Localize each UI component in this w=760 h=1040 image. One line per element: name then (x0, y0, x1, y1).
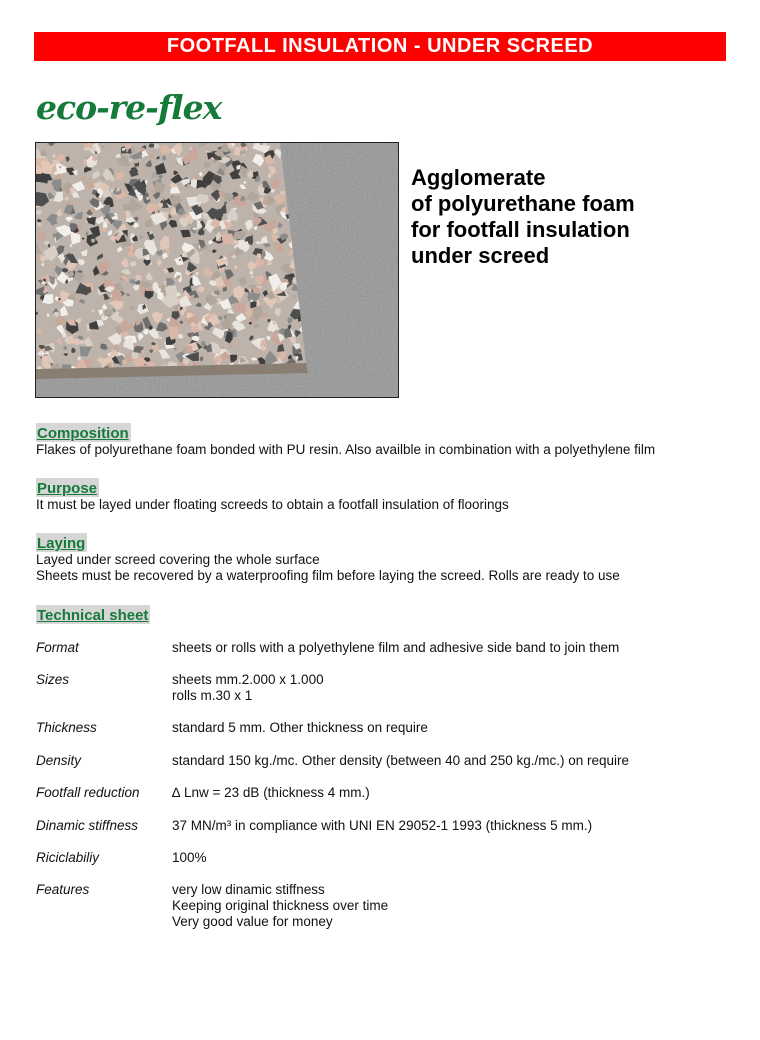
spec-label: Dinamic stiffness (36, 818, 139, 833)
spec-value-line: Very good value for money (172, 914, 333, 929)
spec-value (172, 753, 629, 769)
purpose-text (36, 497, 509, 513)
spec-value-line: 37 MN/m³ in compliance with UNI EN 29052-1 1993 (thickness 5 mm.) (172, 818, 593, 833)
laying-line: Sheets must be recovered by a waterproofing film before laying the screed. Rolls are ready to use (36, 568, 620, 583)
spec-value-line: standard 5 mm. Other thickness on require (172, 720, 428, 735)
product-headline (411, 165, 635, 269)
spec-value-line: sheets or rolls with a polyethylene film and adhesive side band to join them (172, 640, 620, 655)
product-photo (35, 142, 399, 398)
page-banner: FOOTFALL INSULATION - UNDER SCREED (34, 32, 726, 61)
spec-value-line: 100% (172, 850, 207, 865)
spec-value (172, 640, 619, 656)
spec-value (172, 882, 388, 930)
spec-label: Thickness (36, 720, 97, 735)
brand-logo: eco-re-flex (36, 88, 222, 127)
spec-label: Sizes (36, 672, 70, 687)
headline-line: under screed (411, 243, 550, 268)
spec-label: Riciclabiliy (36, 850, 100, 865)
laying-text (36, 552, 620, 584)
spec-value-line: rolls m.30 x 1 (172, 688, 253, 703)
composition-text (36, 442, 655, 458)
technical-sheet-title: Technical sheet (37, 607, 149, 624)
laying-title: Laying (37, 535, 86, 552)
spec-value (172, 785, 370, 801)
spec-value (172, 720, 428, 736)
spec-value (172, 818, 592, 834)
foam-flake (221, 234, 234, 245)
spec-label: Format (36, 640, 79, 655)
spec-label: Footfall reduction (36, 785, 140, 800)
laying-line: Layed under screed covering the whole surface (36, 552, 320, 567)
spec-value-line: Keeping original thickness over time (172, 898, 389, 913)
purpose-line: It must be layed under floating screeds to obtain a footfall insulation of floorings (36, 497, 509, 512)
spec-label: Density (36, 753, 82, 768)
spec-value-line: standard 150 kg./mc. Other density (between 40 and 250 kg./mc.) on require (172, 753, 630, 768)
spec-value (172, 672, 324, 704)
purpose-title: Purpose (37, 480, 98, 497)
spec-value (172, 850, 207, 866)
composition-title: Composition (37, 425, 129, 442)
headline-line: for footfall insulation (411, 217, 630, 242)
spec-value-line: sheets mm.2.000 x 1.000 (172, 672, 324, 687)
spec-value-line: very low dinamic stiffness (172, 882, 325, 897)
headline-line: of polyurethane foam (411, 191, 635, 216)
spec-value-line: ∆ Lnw = 23 dB (thickness 4 mm.) (172, 785, 370, 800)
headline-line: Agglomerate (411, 165, 546, 190)
spec-label: Features (36, 882, 90, 897)
composition-line: Flakes of polyurethane foam bonded with PU resin. Also availble in combination with a polyethylene film (36, 442, 656, 457)
